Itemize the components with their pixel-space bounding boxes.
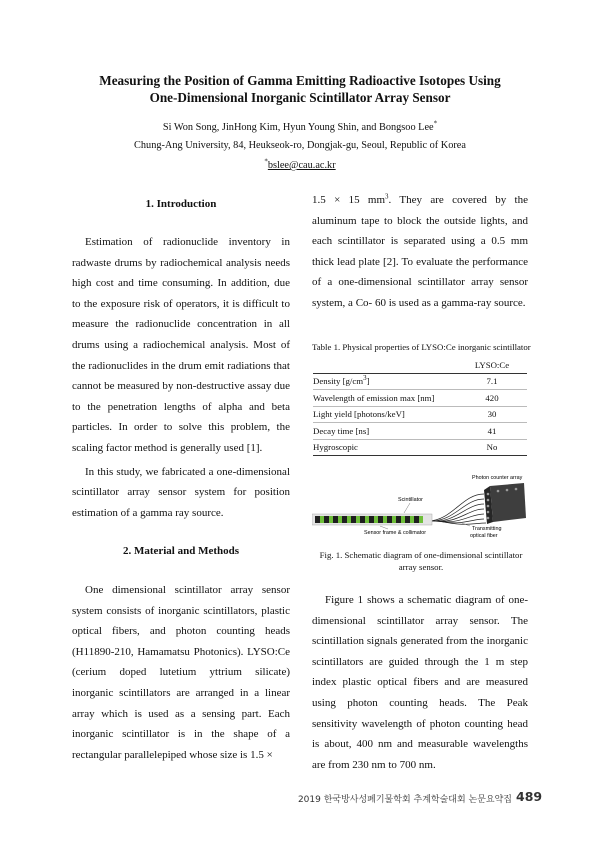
table-column-header: LYSO:Ce xyxy=(457,357,527,373)
right-paragraph-1 xyxy=(312,190,528,314)
table-header-row xyxy=(313,357,527,373)
page-number: 489 xyxy=(516,789,543,804)
table-row-value: 30 xyxy=(457,406,527,423)
table-row-label: Light yield [photons/keV] xyxy=(313,406,457,423)
email-link[interactable]: bslee@cau.ac.kr xyxy=(267,160,336,171)
email-mark: * xyxy=(264,157,268,166)
table-row-label: Wavelength of emission max [nm] xyxy=(313,390,457,407)
photon-counter-array xyxy=(484,483,526,524)
affiliation: Chung-Ang University, 84, Heukseok-ro, Dongjak-gu, Seoul, Republic of Korea xyxy=(134,140,466,151)
right-body-2 xyxy=(312,590,528,775)
table-row xyxy=(313,390,527,407)
author-mark: * xyxy=(433,119,438,128)
methods-body xyxy=(72,580,290,765)
table-row-value: 420 xyxy=(457,390,527,407)
intro-body xyxy=(72,232,290,523)
table-row-label xyxy=(313,373,457,390)
density-label-end: ] xyxy=(366,376,370,387)
title-line-2: One-Dimensional Inorganic Scintillator Array Sensor xyxy=(149,90,451,105)
right-p1-sup: 3 xyxy=(385,192,389,201)
right-p1-start: 1.5 × 15 mm xyxy=(312,194,386,206)
sensor-frame-pointer xyxy=(380,526,388,529)
table-header-empty xyxy=(313,357,457,373)
methods-paragraph-1: One dimensional scintillator array sensor system consists of inorganic scintillators, plastic optical fibers, and photon counting heads (H11890-210, Hamamatsu Photonics). LYSO:Ce (cerium doped lutetium yttrium silicate) inorganic scintillators are arranged in a linear array which is used as a sensing part. Each inorganic scintillator is in the shape of a rectangular parallelepiped whose size is 1.5 × xyxy=(72,584,290,761)
figure-caption-line-2: array sensor. xyxy=(398,562,444,572)
figure-caption-line-1: Fig. 1. Schematic diagram of one-dimensional scintillator xyxy=(319,550,523,560)
author-names: Si Won Song, JinHong Kim, Hyun Young Shin, and Bongsoo Lee xyxy=(162,122,434,133)
table-row-label: Hygroscopic xyxy=(313,439,457,456)
optical-fibers xyxy=(428,494,486,524)
intro-paragraph-2: In this study, we fabricated a one-dimensional scintillator array sensor system for position estimation of a gamma ray source. xyxy=(72,465,290,519)
right-body-1 xyxy=(312,190,528,314)
intro-heading: 1. Introduction xyxy=(145,198,217,210)
authors xyxy=(40,119,560,133)
right-p1-rest: . They are covered by the aluminum tape to block the outside lights, and each scintillator is separated using a 0.5 mm thick lead plate [2]. To evaluate the performance of a one-dimensional scintillator array sensor system, a Co- 60 is used as a gamma-ray source. xyxy=(312,194,528,309)
table-row xyxy=(313,439,527,456)
table-row-value: No xyxy=(457,439,527,456)
table-row xyxy=(313,406,527,423)
transmitting-label-1: Transmitting xyxy=(472,526,502,532)
scintillator-pointer xyxy=(404,503,410,513)
table-row xyxy=(313,373,527,390)
table-caption: Table 1. Physical properties of LYSO:Ce inorganic scintillator xyxy=(312,342,531,352)
sensor-frame xyxy=(312,514,432,525)
methods-heading: 2. Material and Methods xyxy=(122,545,240,557)
table-row xyxy=(313,423,527,440)
scintillator-array-figure xyxy=(312,466,532,546)
table-row-value: 41 xyxy=(457,423,527,440)
table-row-value: 7.1 xyxy=(457,373,527,390)
density-label: Density [g/cm xyxy=(313,376,364,387)
email-line xyxy=(40,157,560,171)
scintillator-label: Scintillator xyxy=(398,497,423,503)
table-row-label: Decay time [ns] xyxy=(313,423,457,440)
footer-text: 2019 한국방사성폐기물학회 추계학술대회 논문요약집 xyxy=(297,795,512,805)
paper-title xyxy=(60,72,540,106)
properties-table xyxy=(313,357,527,456)
sensor-frame-label: Sensor frame & collimator xyxy=(364,530,427,536)
intro-paragraph-1: Estimation of radionuclide inventory in radwaste drums by radiochemical analysis needs high cost and time consuming. In addition, due to the exposure risk of operators, it is difficult to measure the radionuclide concentration in all drums using a radiochemical analysis. Most of the radionuclides in the drum emit radiations that cannot be measured by non-destructive assay due to the penetration lengths of alpha and beta particles. In order to solve this problem, the scaling factor method is generally used [1]. xyxy=(72,236,290,454)
title-line-1: Measuring the Position of Gamma Emitting Radioactive Isotopes Using xyxy=(99,73,501,88)
figure-caption xyxy=(312,549,530,573)
right-paragraph-2: Figure 1 shows a schematic diagram of one-dimensional scintillator array sensor. The scintillation signals generated from the inorganic scintillators are guided through the 1 m step index plastic optical fibers and are measured using photon counting heads. The Peak sensitivity wavelength of photon counting head is about, 400 nm and measurable wavelengths are from 230 nm to 700 nm. xyxy=(312,594,528,771)
transmitting-label-2: optical fiber xyxy=(470,533,498,539)
photon-counter-label: Photon counter array xyxy=(472,475,523,481)
density-label-sup: 3 xyxy=(363,374,367,383)
